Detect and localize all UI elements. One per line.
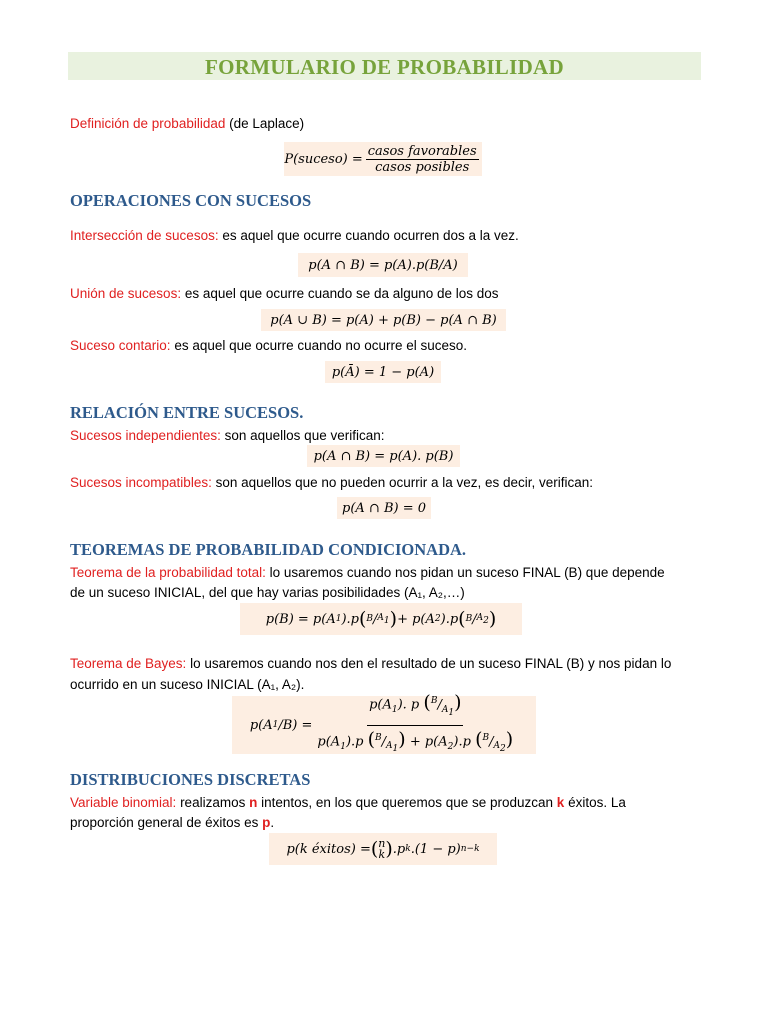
page-title: FORMULARIO DE PROBABILIDAD [205, 55, 564, 79]
interseccion-text: es aquel que ocurre cuando ocurren dos a la vez. [218, 228, 519, 243]
contrario-formula: p(Ā) = 1 − p(A) [325, 361, 441, 383]
interseccion-line [70, 228, 519, 243]
interseccion-label: Intersección de sucesos: [70, 228, 219, 243]
union-text: es aquel que ocurre cuando se da alguno de los dos [181, 286, 499, 301]
laplace-line [70, 116, 304, 131]
total-line-1 [70, 565, 665, 580]
binomial-text-2: proporción general de éxitos es [70, 815, 263, 830]
independientes-line [70, 428, 384, 443]
binomial-line-2 [70, 815, 274, 830]
total-text-1: lo usaremos cuando nos pidan un suceso FINAL (B) que depende [265, 565, 665, 580]
bayes-label: Teorema de Bayes: [70, 656, 187, 671]
heading-teoremas: TEOREMAS DE PROBABILIDAD CONDICIONADA. [70, 540, 467, 559]
binomial-text-c: éxitos. La [564, 795, 626, 810]
bayes-text-1: lo usaremos cuando nos den el resultado de un suceso FINAL (B) y nos pidan lo [186, 656, 672, 671]
binomial-k: k [556, 795, 565, 810]
bayes-line-1 [70, 656, 671, 671]
heading-operaciones: OPERACIONES CON SUCESOS [70, 191, 312, 210]
total-formula: p(B) = p(A 1 ).p ( B / $A_1$ ) + p(A 2 ).p ( B / $A_2$ ) [240, 603, 522, 635]
union-formula: p(A ∪ B) = p(A) + p(B) − p(A ∩ B) [261, 309, 506, 331]
incompatibles-label: Sucesos incompatibles: [70, 475, 212, 490]
contrario-line [70, 338, 467, 353]
laplace-text: (de Laplace) [225, 116, 305, 131]
union-label: Unión de sucesos: [70, 286, 182, 301]
binomial-text-b: intentos, en los que queremos que se produzcan [257, 795, 557, 810]
independientes-formula: p(A ∩ B) = p(A). p(B) [307, 445, 460, 467]
heading-relacion: RELACIÓN ENTRE SUCESOS. [70, 403, 304, 422]
laplace-label: Definición de probabilidad [70, 116, 226, 131]
interseccion-formula: p(A ∩ B) = p(A).p(B/A) [298, 253, 468, 277]
binomial-n: n [249, 795, 258, 810]
union-line [70, 286, 499, 301]
independientes-label: Sucesos independientes: [70, 428, 221, 443]
title-banner [68, 52, 701, 80]
binomial-text-a: realizamos [176, 795, 250, 810]
incompatibles-text: son aquellos que no pueden ocurrir a la vez, es decir, verifican: [211, 475, 594, 490]
binomial-formula: p(k éxitos) = ( n k ) .p k .(1 − p) n−k [269, 833, 497, 865]
binomial-p: p [262, 815, 271, 830]
incompatibles-formula: p(A ∩ B) = 0 [337, 497, 431, 519]
laplace-numerator: casos favorables [367, 143, 477, 159]
bayes-fraction: $\frac{p(A_1). p (^B/_{A_1})}{p(A_1).p (^B/_{A_1}) + p(A_2).p (^B/_{A_2})}$ [315, 689, 515, 761]
heading-discretas: DISTRIBUCIONES DISCRETAS [70, 770, 311, 789]
laplace-fraction [366, 144, 479, 175]
total-label: Teorema de la probabilidad total: [70, 565, 266, 580]
bayes-line-2: ocurrido en un suceso INICIAL (A₁, A₂). [70, 677, 305, 692]
bayes-formula: p(A 1 /B) = $\frac{p(A_1). p (^B/_{A_1})}{p(A_1).p (^B/_{A_1}) + p(A_2).p (^B/_{A_2})}$ [232, 696, 536, 754]
binomial-text-end: . [270, 815, 275, 830]
independientes-text: son aquellos que verifican: [220, 428, 385, 443]
contrario-label: Suceso contario: [70, 338, 171, 353]
laplace-formula [284, 142, 482, 176]
laplace-denominator: casos posibles [375, 159, 470, 175]
contrario-text: es aquel que ocurre cuando no ocurre el suceso. [170, 338, 468, 353]
total-line-2: de un suceso INICIAL, del que hay varias posibilidades (A₁, A₂,…) [70, 585, 465, 600]
binomial-line-1 [70, 795, 626, 810]
binomial-label: Variable binomial: [70, 795, 177, 810]
incompatibles-line [70, 475, 593, 490]
laplace-formula-lhs: P(suceso) = [284, 151, 363, 167]
